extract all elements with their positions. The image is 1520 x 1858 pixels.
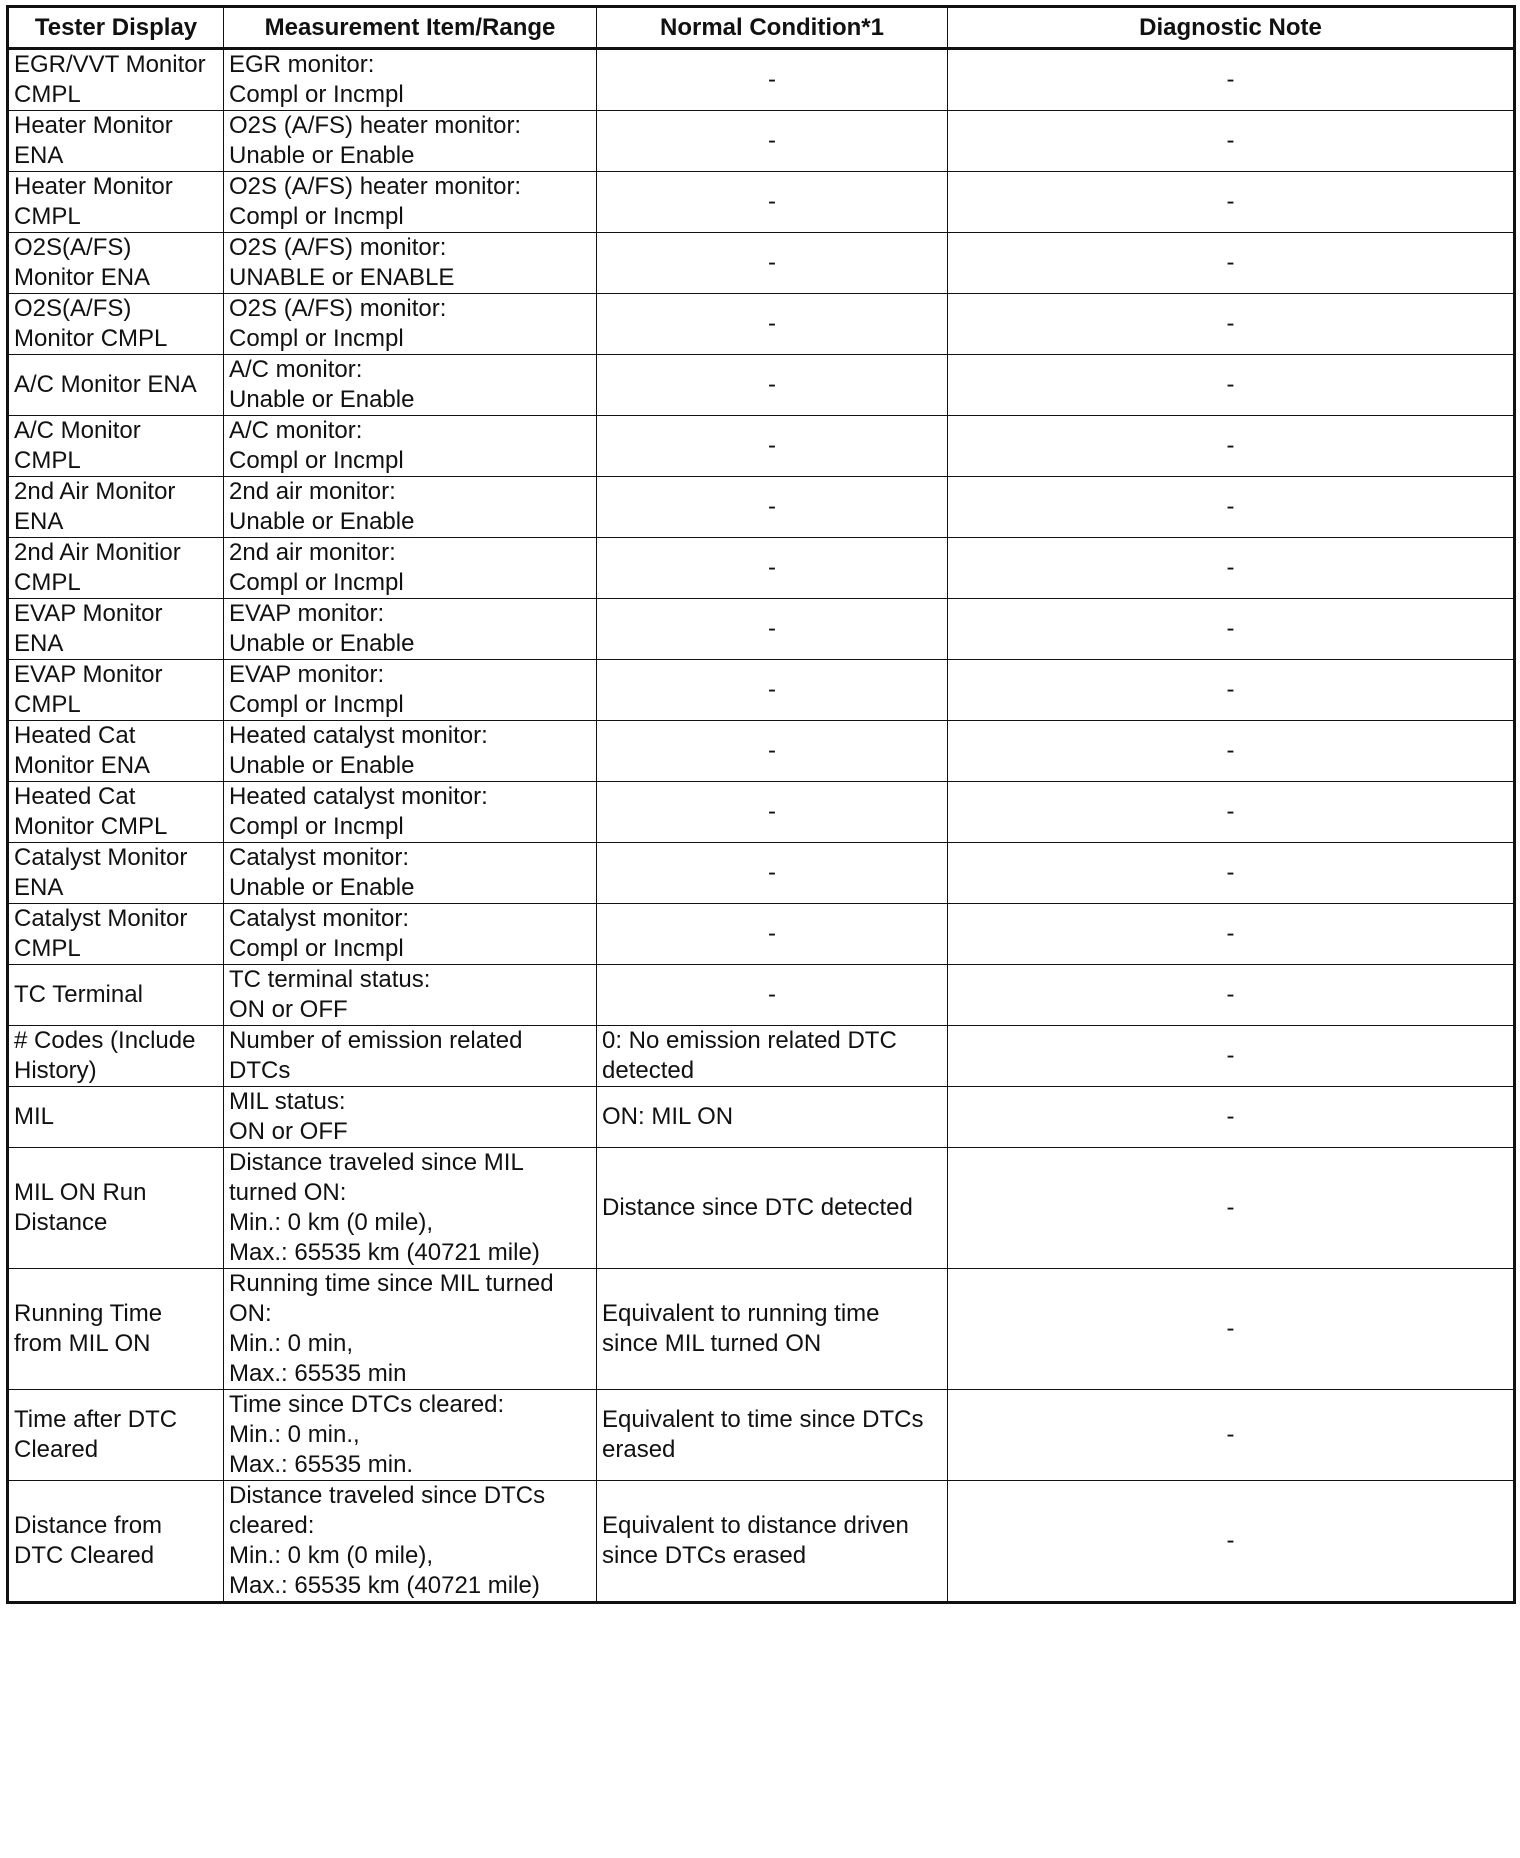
table-row <box>8 1148 1515 1269</box>
tester-display-cell-text: MIL ON Run Distance <box>14 1179 147 1236</box>
table-row <box>8 172 1515 233</box>
normal-condition-cell <box>597 1087 948 1148</box>
diagnostic-note-cell <box>948 294 1515 355</box>
tester-display-cell <box>8 1026 224 1087</box>
diagnostic-note-cell <box>948 1390 1515 1481</box>
tester-display-cell-text: Catalyst Monitor CMPL <box>14 905 188 962</box>
diagnostic-note-cell <box>948 782 1515 843</box>
tester-display-cell-text: TC Terminal <box>14 981 143 1008</box>
data-list-table <box>6 5 1516 1604</box>
measurement-item-cell-text: O2S (A/FS) heater monitor: Compl or Incmpl <box>229 173 522 230</box>
tester-display-cell <box>8 660 224 721</box>
tester-display-cell <box>8 1481 224 1603</box>
measurement-item-cell <box>224 355 597 416</box>
table-row <box>8 477 1515 538</box>
normal-condition-cell-text: - <box>768 188 776 215</box>
tester-display-cell-text: EGR/VVT Monitor CMPL <box>14 51 206 108</box>
header-tester-display: Tester Display <box>8 7 224 49</box>
normal-condition-cell <box>597 416 948 477</box>
diagnostic-note-cell-text: - <box>1226 1527 1235 1554</box>
measurement-item-cell <box>224 538 597 599</box>
diagnostic-note-cell <box>948 49 1515 111</box>
diagnostic-note-cell-text: - <box>1226 1194 1235 1221</box>
measurement-item-cell-text: Running time since MIL turned ON: Min.: 0 min, Max.: 65535 min <box>229 1270 554 1387</box>
tester-display-cell <box>8 49 224 111</box>
normal-condition-cell-text: Equivalent to running time since MIL turned ON <box>602 1300 880 1357</box>
normal-condition-cell-text: 0: No emission related DTC detected <box>602 1027 897 1084</box>
measurement-item-cell <box>224 660 597 721</box>
normal-condition-cell <box>597 599 948 660</box>
table-row <box>8 233 1515 294</box>
diagnostic-note-cell-text: - <box>1226 554 1235 581</box>
tester-display-cell-text: MIL <box>14 1103 55 1130</box>
normal-condition-cell-text: - <box>768 66 776 93</box>
diagnostic-note-cell-text: - <box>1226 798 1235 825</box>
normal-condition-cell-text: - <box>768 371 776 398</box>
diagnostic-note-cell <box>948 416 1515 477</box>
measurement-item-cell-text: Heated catalyst monitor: Unable or Enable <box>229 722 488 779</box>
measurement-item-cell-text: O2S (A/FS) monitor: Compl or Incmpl <box>229 295 447 352</box>
measurement-item-cell <box>224 49 597 111</box>
normal-condition-cell <box>597 721 948 782</box>
table-row <box>8 355 1515 416</box>
measurement-item-cell <box>224 1148 597 1269</box>
measurement-item-cell-text: Distance traveled since MIL turned ON: Min.: 0 km (0 mile), Max.: 65535 km (40721 mile) <box>229 1149 540 1266</box>
normal-condition-cell <box>597 111 948 172</box>
table-row <box>8 294 1515 355</box>
diagnostic-note-cell <box>948 233 1515 294</box>
tester-display-cell-text: Distance from DTC Cleared <box>14 1512 163 1569</box>
diagnostic-note-cell <box>948 538 1515 599</box>
diagnostic-note-cell <box>948 1269 1515 1390</box>
diagnostic-note-cell <box>948 172 1515 233</box>
tester-display-cell-text: Catalyst Monitor ENA <box>14 844 188 901</box>
table-row <box>8 416 1515 477</box>
table-row <box>8 843 1515 904</box>
tester-display-cell-text: O2S(A/FS) Monitor CMPL <box>14 295 168 352</box>
tester-display-cell-text: Heated Cat Monitor ENA <box>14 722 151 779</box>
tester-display-cell-text: Heater Monitor ENA <box>14 112 173 169</box>
header-normal-condition: Normal Condition*1 <box>597 7 948 49</box>
normal-condition-cell-text: - <box>768 676 776 703</box>
normal-condition-cell-text: - <box>768 249 776 276</box>
diagnostic-note-cell <box>948 660 1515 721</box>
measurement-item-cell-text: O2S (A/FS) heater monitor: Unable or Enable <box>229 112 522 169</box>
measurement-item-cell <box>224 721 597 782</box>
table-row <box>8 49 1515 111</box>
header-diagnostic-note: Diagnostic Note <box>948 7 1515 49</box>
table-body <box>8 49 1515 1603</box>
measurement-item-cell <box>224 233 597 294</box>
normal-condition-cell-text: - <box>768 554 776 581</box>
measurement-item-cell-text: EVAP monitor: Unable or Enable <box>229 600 415 657</box>
measurement-item-cell <box>224 1026 597 1087</box>
normal-condition-cell-text: - <box>768 859 776 886</box>
normal-condition-cell <box>597 904 948 965</box>
table-header-row <box>8 7 1515 49</box>
table-row <box>8 111 1515 172</box>
normal-condition-cell-text: - <box>768 127 776 154</box>
measurement-item-cell <box>224 904 597 965</box>
normal-condition-cell <box>597 1269 948 1390</box>
diagnostic-note-cell-text: - <box>1226 127 1235 154</box>
diagnostic-note-cell-text: - <box>1226 371 1235 398</box>
diagnostic-note-cell <box>948 1148 1515 1269</box>
normal-condition-cell <box>597 660 948 721</box>
table-row <box>8 599 1515 660</box>
normal-condition-cell <box>597 49 948 111</box>
measurement-item-cell-text: EVAP monitor: Compl or Incmpl <box>229 661 404 718</box>
measurement-item-cell-text: 2nd air monitor: Unable or Enable <box>229 478 415 535</box>
tester-display-cell <box>8 111 224 172</box>
measurement-item-cell <box>224 111 597 172</box>
table-row <box>8 965 1515 1026</box>
tester-display-cell-text: A/C Monitor CMPL <box>14 417 141 474</box>
diagnostic-note-cell-text: - <box>1226 188 1235 215</box>
measurement-item-cell <box>224 1269 597 1390</box>
table-row <box>8 1481 1515 1603</box>
normal-condition-cell-text: - <box>768 798 776 825</box>
measurement-item-cell <box>224 1087 597 1148</box>
normal-condition-cell-text: Equivalent to time since DTCs erased <box>602 1406 924 1463</box>
tester-display-cell <box>8 538 224 599</box>
measurement-item-cell <box>224 1390 597 1481</box>
tester-display-cell <box>8 904 224 965</box>
measurement-item-cell-text: A/C monitor: Compl or Incmpl <box>229 417 404 474</box>
measurement-item-cell-text: Catalyst monitor: Unable or Enable <box>229 844 415 901</box>
diagnostic-note-cell <box>948 1087 1515 1148</box>
diagnostic-note-cell-text: - <box>1226 1103 1235 1130</box>
tester-display-cell <box>8 843 224 904</box>
normal-condition-cell-text: ON: MIL ON <box>602 1103 734 1130</box>
diagnostic-note-cell <box>948 1481 1515 1603</box>
tester-display-cell <box>8 599 224 660</box>
diagnostic-note-cell <box>948 111 1515 172</box>
normal-condition-cell <box>597 355 948 416</box>
measurement-item-cell-text: Time since DTCs cleared: Min.: 0 min., Max.: 65535 min. <box>229 1391 505 1478</box>
diagnostic-note-cell <box>948 843 1515 904</box>
diagnostic-note-cell <box>948 721 1515 782</box>
normal-condition-cell <box>597 294 948 355</box>
normal-condition-cell <box>597 1148 948 1269</box>
measurement-item-cell-text: TC terminal status: ON or OFF <box>229 966 431 1023</box>
tester-display-cell-text: # Codes (Include History) <box>14 1027 196 1084</box>
tester-display-cell <box>8 294 224 355</box>
diagnostic-note-cell <box>948 355 1515 416</box>
tester-display-cell <box>8 1269 224 1390</box>
normal-condition-cell <box>597 233 948 294</box>
measurement-item-cell-text: Heated catalyst monitor: Compl or Incmpl <box>229 783 488 840</box>
normal-condition-cell-text: - <box>768 310 776 337</box>
diagnostic-note-cell-text: - <box>1226 676 1235 703</box>
tester-display-cell <box>8 416 224 477</box>
tester-display-cell-text: 2nd Air Monitor ENA <box>14 478 176 535</box>
tester-display-cell-text: Time after DTC Cleared <box>14 1406 178 1463</box>
table-row <box>8 1390 1515 1481</box>
normal-condition-cell <box>597 1481 948 1603</box>
tester-display-cell <box>8 721 224 782</box>
measurement-item-cell <box>224 172 597 233</box>
tester-display-cell <box>8 233 224 294</box>
measurement-item-cell-text: EGR monitor: Compl or Incmpl <box>229 51 404 108</box>
tester-display-cell-text: O2S(A/FS) Monitor ENA <box>14 234 151 291</box>
tester-display-cell <box>8 1390 224 1481</box>
measurement-item-cell <box>224 416 597 477</box>
tester-display-cell <box>8 477 224 538</box>
diagnostic-note-cell-text: - <box>1226 249 1235 276</box>
normal-condition-cell-text: - <box>768 981 776 1008</box>
tester-display-cell <box>8 355 224 416</box>
normal-condition-cell-text: - <box>768 493 776 520</box>
tester-display-cell-text: 2nd Air Monitior CMPL <box>14 539 181 596</box>
normal-condition-cell-text: - <box>768 737 776 764</box>
measurement-item-cell-text: Number of emission related DTCs <box>229 1027 523 1084</box>
measurement-item-cell-text: Catalyst monitor: Compl or Incmpl <box>229 905 410 962</box>
tester-display-cell <box>8 782 224 843</box>
diagnostic-note-cell-text: - <box>1226 432 1235 459</box>
table-row <box>8 721 1515 782</box>
diagnostic-note-cell <box>948 477 1515 538</box>
table-row <box>8 904 1515 965</box>
normal-condition-cell <box>597 538 948 599</box>
diagnostic-note-cell-text: - <box>1226 310 1235 337</box>
table-row <box>8 1026 1515 1087</box>
tester-display-cell-text: Heated Cat Monitor CMPL <box>14 783 168 840</box>
measurement-item-cell-text: O2S (A/FS) monitor: UNABLE or ENABLE <box>229 234 455 291</box>
diagnostic-note-cell-text: - <box>1226 493 1235 520</box>
header-measurement-item: Measurement Item/Range <box>224 7 597 49</box>
table-row <box>8 1269 1515 1390</box>
diagnostic-note-cell-text: - <box>1226 920 1235 947</box>
table-row <box>8 1087 1515 1148</box>
normal-condition-cell-text: Equivalent to distance driven since DTCs erased <box>602 1512 909 1569</box>
measurement-item-cell <box>224 782 597 843</box>
measurement-item-cell <box>224 1481 597 1603</box>
tester-display-cell-text: A/C Monitor ENA <box>14 371 197 398</box>
measurement-item-cell-text: MIL status: ON or OFF <box>229 1088 348 1145</box>
table-row <box>8 782 1515 843</box>
diagnostic-note-cell-text: - <box>1226 615 1235 642</box>
measurement-item-cell <box>224 843 597 904</box>
diagnostic-note-cell <box>948 1026 1515 1087</box>
normal-condition-cell-text: - <box>768 920 776 947</box>
measurement-item-cell <box>224 477 597 538</box>
diagnostic-note-cell-text: - <box>1226 66 1235 93</box>
tester-display-cell <box>8 1087 224 1148</box>
measurement-item-cell <box>224 965 597 1026</box>
normal-condition-cell <box>597 965 948 1026</box>
normal-condition-cell-text: Distance since DTC detected <box>602 1194 913 1221</box>
diagnostic-note-cell-text: - <box>1226 1315 1235 1342</box>
tester-display-cell-text: EVAP Monitor CMPL <box>14 661 163 718</box>
normal-condition-cell-text: - <box>768 615 776 642</box>
normal-condition-cell <box>597 782 948 843</box>
diagnostic-note-cell <box>948 965 1515 1026</box>
normal-condition-cell-text: - <box>768 432 776 459</box>
tester-display-cell-text: Running Time from MIL ON <box>14 1300 163 1357</box>
diagnostic-note-cell <box>948 599 1515 660</box>
diagnostic-note-cell-text: - <box>1226 981 1235 1008</box>
tester-display-cell <box>8 1148 224 1269</box>
tester-display-cell <box>8 172 224 233</box>
tester-display-cell-text: Heater Monitor CMPL <box>14 173 173 230</box>
measurement-item-cell <box>224 599 597 660</box>
measurement-item-cell-text: A/C monitor: Unable or Enable <box>229 356 415 413</box>
normal-condition-cell <box>597 843 948 904</box>
normal-condition-cell <box>597 1026 948 1087</box>
table-row <box>8 538 1515 599</box>
diagnostic-note-cell <box>948 904 1515 965</box>
measurement-item-cell-text: 2nd air monitor: Compl or Incmpl <box>229 539 404 596</box>
measurement-item-cell <box>224 294 597 355</box>
diagnostic-note-cell-text: - <box>1226 737 1235 764</box>
measurement-item-cell-text: Distance traveled since DTCs cleared: Min.: 0 km (0 mile), Max.: 65535 km (40721 mile) <box>229 1482 546 1599</box>
table-row <box>8 660 1515 721</box>
normal-condition-cell <box>597 1390 948 1481</box>
tester-display-cell-text: EVAP Monitor ENA <box>14 600 163 657</box>
diagnostic-note-cell-text: - <box>1226 859 1235 886</box>
normal-condition-cell <box>597 172 948 233</box>
normal-condition-cell <box>597 477 948 538</box>
diagnostic-note-cell-text: - <box>1226 1421 1235 1448</box>
diagnostic-note-cell-text: - <box>1226 1042 1235 1069</box>
tester-display-cell <box>8 965 224 1026</box>
